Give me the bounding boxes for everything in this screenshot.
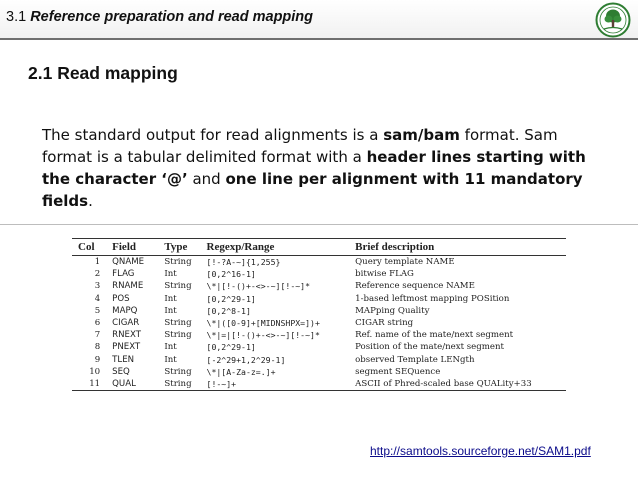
cell-col: 10 <box>89 366 101 377</box>
cell-type: Int <box>164 354 177 365</box>
body-text-2: format. Sam format is a tabular delimited format with a <box>42 126 558 166</box>
cell-description: Position of the mate/next segment <box>355 342 504 353</box>
table-row <box>72 256 566 269</box>
table-row <box>72 366 566 378</box>
cell-type: String <box>164 281 192 292</box>
table-row <box>72 268 566 280</box>
cell-col: 3 <box>94 281 101 292</box>
sam-fields-table <box>72 238 566 391</box>
cell-description: 1-based leftmost mapping POSition <box>355 293 510 304</box>
body-bold-alignment-fields: one line per alignment with 11 mandatory fields <box>42 170 583 210</box>
cell-description: Ref. name of the mate/next segment <box>355 330 514 341</box>
cell-type: Int <box>164 269 177 280</box>
cell-regexp: \*|[!-()+-<>-~][!-~]* <box>206 281 311 292</box>
cell-description: segment SEQuence <box>355 366 441 377</box>
column-header-col: Col <box>72 239 112 256</box>
table-row <box>72 329 566 341</box>
cell-description: observed Template LENgth <box>355 354 475 365</box>
column-header-description: Brief description <box>355 239 566 256</box>
body-text-1: The standard output for read alignments is a <box>42 126 384 144</box>
cell-description: ASCII of Phred-scaled base QUALity+33 <box>355 379 532 390</box>
cell-regexp: [-2^29+1,2^29-1] <box>206 354 286 365</box>
cell-field: RNAME <box>112 281 144 292</box>
table-row <box>72 293 566 305</box>
column-header-regexp: Regexp/Range <box>207 239 356 256</box>
header-section-title: Reference preparation and read mapping <box>30 9 314 25</box>
cell-field: CIGAR <box>112 318 140 329</box>
cell-regexp: [!-?A-~]{1,255} <box>206 257 281 267</box>
cell-type: Int <box>164 305 177 316</box>
cell-field: MAPQ <box>112 305 138 316</box>
cell-regexp: \*|[A-Za-z=.]+ <box>206 366 276 377</box>
table-row <box>72 317 566 329</box>
cell-field: RNEXT <box>112 330 141 341</box>
table-row <box>72 354 566 366</box>
content-divider <box>0 224 638 225</box>
cell-col: 4 <box>94 293 101 304</box>
cell-description: Reference sequence NAME <box>355 281 475 292</box>
table-row <box>72 305 566 317</box>
header-title <box>6 9 313 25</box>
cell-regexp: \*|([0-9]+[MIDNSHPX=])+ <box>206 318 320 329</box>
table-row <box>72 280 566 292</box>
body-text-3: and <box>187 170 226 188</box>
cell-col: 2 <box>94 269 101 280</box>
slide-title: 2.1 Read mapping <box>28 63 178 83</box>
header-divider <box>0 38 638 40</box>
cell-regexp: [0,2^29-1] <box>206 342 256 353</box>
body-paragraph <box>42 124 602 212</box>
slide-header <box>0 0 638 38</box>
cell-regexp: [0,2^16-1] <box>206 269 256 280</box>
table-header-row <box>72 239 566 256</box>
cell-regexp: [0,2^29-1] <box>206 293 256 304</box>
cell-description: Query template NAME <box>355 257 455 267</box>
table-row <box>72 378 566 391</box>
column-header-field: Field <box>112 239 164 256</box>
cell-description: bitwise FLAG <box>355 269 414 280</box>
cell-col: 9 <box>94 354 101 365</box>
cell-field: PNEXT <box>112 342 141 353</box>
body-text-4: . <box>88 192 93 210</box>
cell-regexp: \*|=|[!-()+-<>-~][!-~]* <box>206 330 320 341</box>
cell-type: String <box>164 366 192 377</box>
cell-field: FLAG <box>112 269 135 280</box>
cell-field: TLEN <box>112 354 135 365</box>
cell-type: Int <box>164 293 177 304</box>
cell-type: String <box>164 257 192 267</box>
cell-field: POS <box>112 293 130 304</box>
tree-emblem-icon <box>595 2 631 38</box>
cell-type: String <box>164 330 192 341</box>
body-bold-sambam: sam/bam <box>383 126 460 144</box>
cell-description: MAPping Quality <box>355 305 430 316</box>
cell-field: QNAME <box>112 257 145 267</box>
cell-field: SEQ <box>112 366 130 377</box>
cell-type: Int <box>164 342 177 353</box>
body-bold-header-lines: header lines starting with the character ‘@’ <box>42 148 586 188</box>
cell-col: 7 <box>94 330 101 341</box>
header-section-number: 3.1 <box>6 9 27 25</box>
cell-type: String <box>164 318 192 329</box>
cell-regexp: [0,2^8-1] <box>206 305 251 316</box>
cell-description: CIGAR string <box>355 318 414 329</box>
cell-col: 5 <box>94 305 101 316</box>
source-link[interactable]: http://samtools.sourceforge.net/SAM1.pdf <box>370 444 591 458</box>
cell-col: 6 <box>94 318 101 329</box>
cell-type: String <box>164 379 192 390</box>
cell-col: 11 <box>89 379 101 390</box>
cell-col: 1 <box>94 257 101 267</box>
cell-field: QUAL <box>112 379 136 390</box>
column-header-type: Type <box>164 239 206 256</box>
table-row <box>72 341 566 353</box>
cell-regexp: [!-~]+ <box>206 379 237 390</box>
cell-col: 8 <box>94 342 101 353</box>
